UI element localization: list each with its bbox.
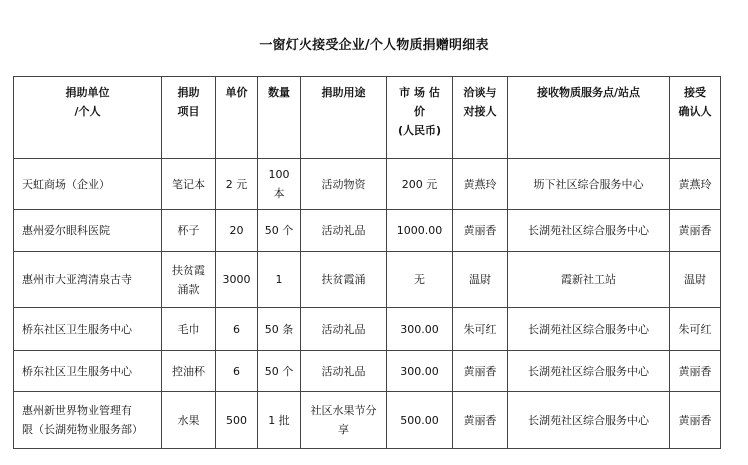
cell-station: 长湖苑社区综合服务中心 [508, 351, 670, 392]
cell-item: 杯子 [162, 210, 216, 252]
cell-market-value: 300.00 [387, 308, 453, 351]
cell-market-value: 300.00 [387, 351, 453, 392]
cell-market-value: 200 元 [387, 159, 453, 210]
header-market-value: 市 场 估 价 (人民币) [387, 77, 453, 159]
cell-donor: 桥东社区卫生服务中心 [14, 308, 162, 351]
header-station: 接收物质服务点/站点 [508, 77, 670, 159]
cell-quantity: 50 条 [258, 308, 301, 351]
cell-purpose: 活动物资 [301, 159, 387, 210]
header-contact: 洽谈与 对接人 [453, 77, 508, 159]
cell-quantity: 50 个 [258, 351, 301, 392]
header-row [14, 77, 721, 159]
cell-purpose: 社区水果节分 享 [301, 392, 387, 449]
cell-quantity: 1 [258, 252, 301, 308]
cell-station: 长湖苑社区综合服务中心 [508, 308, 670, 351]
cell-contact: 黄丽香 [453, 210, 508, 252]
cell-donor: 桥东社区卫生服务中心 [14, 351, 162, 392]
cell-market-value: 500.00 [387, 392, 453, 449]
table-row [14, 159, 721, 210]
cell-item: 扶贫霞 涌款 [162, 252, 216, 308]
cell-confirm: 黄丽香 [670, 210, 721, 252]
cell-confirm: 黄燕玲 [670, 159, 721, 210]
cell-purpose: 扶贫霞涌 [301, 252, 387, 308]
header-item: 捐助 项目 [162, 77, 216, 159]
cell-item: 毛巾 [162, 308, 216, 351]
table-row [14, 308, 721, 351]
donation-table [13, 76, 721, 449]
cell-contact: 黄燕玲 [453, 159, 508, 210]
cell-unit-price: 20 [216, 210, 258, 252]
cell-contact: 朱可红 [453, 308, 508, 351]
cell-station: 长湖苑社区综合服务中心 [508, 210, 670, 252]
cell-station: 霞新社工站 [508, 252, 670, 308]
header-confirm: 接受 确认人 [670, 77, 721, 159]
table-row [14, 392, 721, 449]
table-row [14, 351, 721, 392]
cell-item: 控油杯 [162, 351, 216, 392]
cell-confirm: 朱可红 [670, 308, 721, 351]
cell-purpose: 活动礼品 [301, 210, 387, 252]
cell-confirm: 温尉 [670, 252, 721, 308]
cell-contact: 黄丽香 [453, 392, 508, 449]
header-donor: 捐助单位 /个人 [14, 77, 162, 159]
cell-unit-price: 3000 [216, 252, 258, 308]
cell-item: 水果 [162, 392, 216, 449]
document-title: 一窗灯火接受企业/个人物质捐赠明细表 [259, 38, 489, 53]
cell-station: 坜下社区综合服务中心 [508, 159, 670, 210]
cell-donor: 惠州新世界物业管理有 限（长湖苑物业服务部） [14, 392, 162, 449]
cell-quantity: 100 本 [258, 159, 301, 210]
cell-purpose: 活动礼品 [301, 351, 387, 392]
cell-unit-price: 500 [216, 392, 258, 449]
cell-quantity: 1 批 [258, 392, 301, 449]
cell-confirm: 黄丽香 [670, 351, 721, 392]
cell-station: 长湖苑社区综合服务中心 [508, 392, 670, 449]
cell-item: 笔记本 [162, 159, 216, 210]
cell-market-value: 1000.00 [387, 210, 453, 252]
header-quantity: 数量 [258, 77, 301, 159]
cell-purpose: 活动礼品 [301, 308, 387, 351]
cell-contact: 温尉 [453, 252, 508, 308]
header-unit-price: 单价 [216, 77, 258, 159]
cell-contact: 黄丽香 [453, 351, 508, 392]
table-row [14, 210, 721, 252]
header-purpose: 捐助用途 [301, 77, 387, 159]
cell-confirm: 黄丽香 [670, 392, 721, 449]
cell-quantity: 50 个 [258, 210, 301, 252]
cell-donor: 惠州市大亚湾清泉古寺 [14, 252, 162, 308]
cell-unit-price: 6 [216, 351, 258, 392]
cell-donor: 惠州爱尔眼科医院 [14, 210, 162, 252]
cell-unit-price: 6 [216, 308, 258, 351]
cell-unit-price: 2 元 [216, 159, 258, 210]
cell-donor: 天虹商场（企业） [14, 159, 162, 210]
table-row [14, 252, 721, 308]
cell-market-value: 无 [387, 252, 453, 308]
